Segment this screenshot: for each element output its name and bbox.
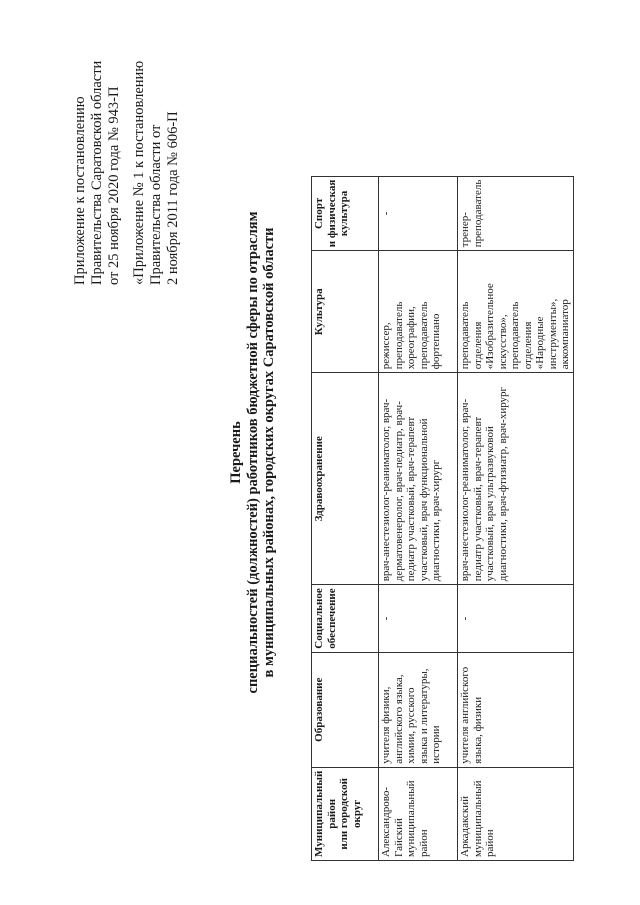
cell-culture: преподаватель отделения «Изобразительное искусство», преподаватель отделения «Народные инструменты», аккомпаниатор xyxy=(458,251,574,373)
cell-district: Аркадакский муниципальный район xyxy=(458,767,574,860)
specialties-table xyxy=(311,176,574,861)
appendix-original-reference: «Приложение № 1 к постановлению Правительства области от 2 ноября 2011 года № 606-П xyxy=(131,60,181,285)
header-social: Социальное обеспечение xyxy=(312,585,379,652)
cell-health: врач-анестезиолог-реаниматолог, врач- дерматовенеролог, врач-педиатр, врач- педиатр участковый, врач-терапевт участковый, врач функциональной диагностики, врач-хирург xyxy=(379,373,458,585)
cell-education: учителя физики, английского языка, химии, русского языка и литературы, истории xyxy=(379,652,458,767)
title-line-3: в муниципальных районах, городских округах Саратовской области xyxy=(261,227,277,678)
cell-district: Александрово- Гайский муниципальный район xyxy=(379,767,458,860)
table-row xyxy=(458,176,574,860)
cell-health: врач-анестезиолог-реаниматолог, врач- педиатр участковый, врач-терапевт участковый, врач ультразвуковой диагностики, врач-фтизиатр, врач-хирург xyxy=(458,373,574,585)
header-education: Образование xyxy=(312,652,379,767)
header-sport: Спорт и физическая культура xyxy=(312,176,379,251)
cell-education: учителя английского языка, физики xyxy=(458,652,574,767)
cell-social: - xyxy=(379,585,458,652)
cell-sport: - xyxy=(379,176,458,251)
header-culture: Культура xyxy=(312,251,379,373)
header-health: Здравоохранение xyxy=(312,373,379,585)
cell-social: - xyxy=(458,585,574,652)
cell-culture: режиссер, преподаватель хореографии, преподаватель фортепиано xyxy=(379,251,458,373)
appendix-current-reference: Приложение к постановлению Правительства Саратовской области от 25 ноября 2020 года № 943-П xyxy=(72,60,122,285)
document-title xyxy=(228,40,278,865)
cell-sport: тренер- преподаватель xyxy=(458,176,574,251)
header-district: Муниципальный район или городской округ xyxy=(312,767,379,860)
title-line-2: специальностей (должностей) работников бюджетной сферы по отраслям xyxy=(244,211,261,694)
table-header-row xyxy=(312,176,379,860)
table-row xyxy=(379,176,458,860)
title-line-1: Перечень xyxy=(228,421,244,484)
